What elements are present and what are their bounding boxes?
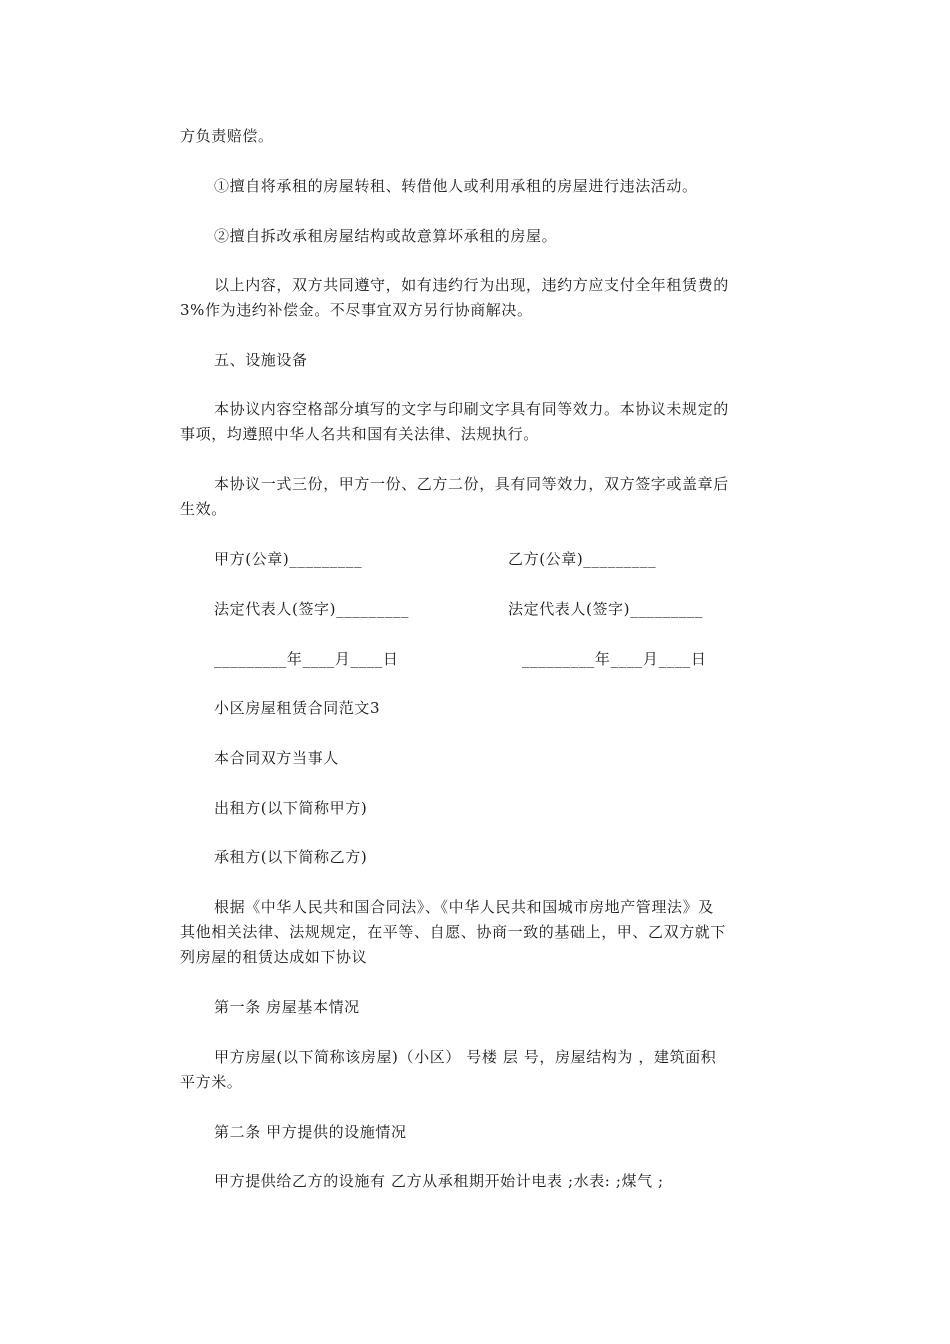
penalty-paragraph-line-2: 3%作为违约补偿金。不尽事宜双方另行协商解决。 <box>180 301 533 319</box>
validity-paragraph-line-1: 本协议内容空格部分填写的文字与印刷文字具有同等效力。本协议未规定的 <box>214 400 729 418</box>
lessor-line: 出租方(以下简称甲方) <box>214 799 368 817</box>
signature-representative-b: 法定代表人(签字)_________ <box>508 600 704 618</box>
signature-party-b: 乙方(公章)_________ <box>508 550 657 568</box>
article-1-text-line-2: 平方米。 <box>180 1073 243 1091</box>
article-1-heading: 第一条 房屋基本情况 <box>214 998 360 1016</box>
signature-date-a: _________年____月____日 <box>214 650 399 668</box>
clause-item-2: ②擅自拆改承租房屋结构或故意算坏承租的房屋。 <box>214 227 558 245</box>
lessee-line: 承租方(以下简称乙方) <box>214 848 368 866</box>
section-heading-facilities: 五、设施设备 <box>214 351 308 369</box>
validity-paragraph-line-2: 事项，均遵照中华人名共和国有关法律、法规执行。 <box>180 425 539 443</box>
legal-basis-line-3: 列房屋的租赁达成如下协议 <box>180 948 368 966</box>
contract-title: 小区房屋租赁合同范文3 <box>214 699 381 717</box>
legal-basis-line-1: 根据《中华人民共和国合同法》、《中华人民共和国城市房地产管理法》及 <box>214 898 714 916</box>
parties-heading: 本合同双方当事人 <box>214 749 339 767</box>
legal-basis-line-2: 其他相关法律、法规规定，在平等、自愿、协商一致的基础上，甲、乙双方就下 <box>180 923 727 941</box>
paragraph-continuation: 方负责赔偿。 <box>180 127 274 145</box>
copies-paragraph-line-2: 生效。 <box>180 500 227 518</box>
signature-date-b: _________年____月____日 <box>522 650 707 668</box>
article-2-heading: 第二条 甲方提供的设施情况 <box>214 1123 407 1141</box>
article-1-text-line-1: 甲方房屋(以下简称该房屋)（小区） 号楼 层 号，房屋结构为 ，建筑面积 <box>214 1048 717 1066</box>
signature-representative-a: 法定代表人(签字)_________ <box>214 600 410 618</box>
clause-item-1: ①擅自将承租的房屋转租、转借他人或利用承租的房屋进行违法活动。 <box>214 177 698 195</box>
article-2-text-line-1: 甲方提供给乙方的设施有 乙方从承租期开始计电表 ;水表: ;煤气 ; <box>214 1172 664 1190</box>
penalty-paragraph-line-1: 以上内容，双方共同遵守，如有违约行为出现，违约方应支付全年租赁费的 <box>214 276 729 294</box>
copies-paragraph-line-1: 本协议一式三份，甲方一份、乙方二份，具有同等效力，双方签字或盖章后 <box>214 475 729 493</box>
signature-party-a: 甲方(公章)_________ <box>214 550 363 568</box>
